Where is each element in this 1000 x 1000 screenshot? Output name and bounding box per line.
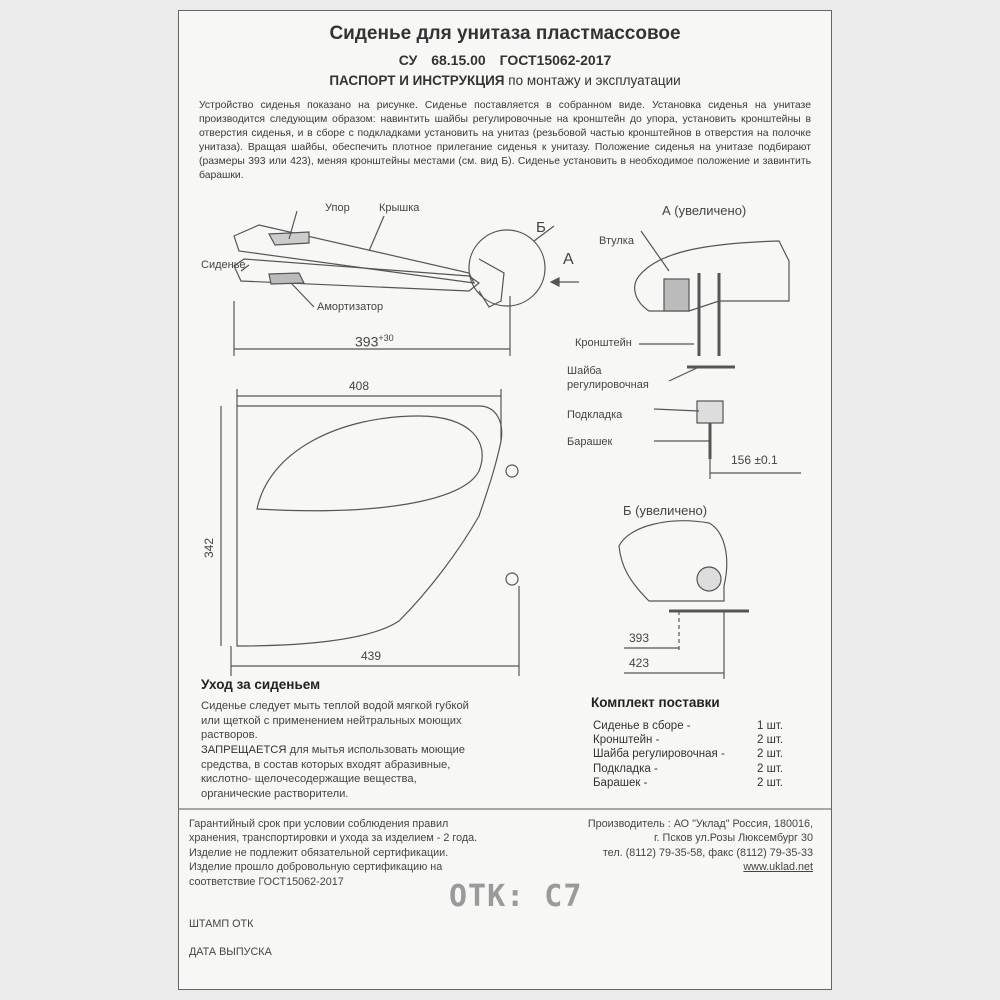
dim-423-b-label: 423 (629, 656, 650, 670)
care-forbidden (201, 743, 471, 801)
care-text: Сиденье следует мыть теплой водой мягкой губкой или щеткой с применением нейтральных моющих растворов. (201, 700, 469, 741)
vtulka-leader (641, 231, 669, 271)
warranty-line: Изделие не подлежит обязательной сертификации. (189, 846, 449, 859)
maker-line: тел. (8112) 79-35-58, факс (8112) 79-35-33 (602, 846, 813, 859)
kit-item (593, 733, 783, 747)
label-podkladka: Подкладка (567, 409, 623, 421)
warranty-line: Гарантийный срок при условии соблюдения правил (189, 818, 449, 830)
kit-item-qty: 2 шт. (756, 776, 783, 789)
kit-item-name: Барашек - (593, 776, 648, 789)
top-view-seat (237, 406, 502, 646)
detail-a-seat (635, 241, 789, 311)
forbidden-text: для мытья использовать моющие средства, в состав которых входят абразивные, кислотно- щелочесодержащие вещества, органические растворители. (201, 744, 465, 800)
label-shaiba-2: регулировочная (567, 379, 649, 391)
forbidden-word: ЗАПРЕЩАЕТСЯ (201, 744, 287, 756)
detail-a-pad (697, 401, 723, 423)
kit-item-qty: 2 шт. (756, 748, 783, 761)
maker-website: www.uklad.net (743, 861, 813, 874)
document-title: Сиденье для унитаза пластмассовое (329, 23, 681, 44)
subtitle-rest: по монтажу и эксплуатации (508, 73, 681, 88)
dim-156-label: 156 ±0.1 (731, 453, 778, 467)
kit-item (593, 762, 783, 776)
label-upor: Упор (325, 202, 350, 214)
otk-stamp: ОТК: С7 (449, 879, 583, 914)
kit-item-name: Подкладка - (593, 762, 658, 775)
label-sidenie: Сиденье (201, 259, 246, 271)
stamp-label: ШТАМП ОТК (189, 918, 254, 930)
view-a-mark: А (563, 251, 574, 268)
date-label: ДАТА ВЫПУСКА (189, 946, 272, 958)
warranty-line: соответствие ГОСТ15062-2017 (189, 875, 344, 888)
kit-item (593, 719, 783, 733)
kit-item-qty: 2 шт. (756, 734, 783, 747)
dim-393-value: 393 (355, 333, 379, 350)
label-barashek: Барашек (567, 436, 613, 448)
dim-393-label (355, 333, 394, 350)
kit-item (593, 776, 783, 790)
installation-instructions: Устройство сиденья показано на рисунке. Сиденье поставляется в собранном виде. Установка сиденья на унитазе производится следующим образом: навинтить шайбы регулировочные на кронштейн до упора, установить кронштейны в отверстия сиденья, и в сборе с подкладками установить на унитаз (резьбовой частью кронштейнов в отверстия на полочке унитаза). Вращая шайбы, обеспечить плотное прилегание сиденья к унитазу. Положение сиденья на унитазе подбирают (размеры 393 или 423), меняя кронштейны местами (см. вид Б). Сиденье установить в необходимое положение и завинтить барашки. (199, 100, 811, 181)
amort-leader (291, 283, 314, 307)
kit-item-qty: 1 шт. (756, 720, 783, 732)
kit-item (593, 747, 783, 761)
warranty-block (189, 817, 477, 889)
damper-part (269, 273, 304, 284)
podkladka-leader (654, 409, 699, 411)
kit-heading: Комплект поставки (591, 695, 720, 710)
warranty-line: хранения, транспортировки и ухода за изделием - 2 года. (189, 832, 478, 845)
hinge-part (479, 259, 504, 307)
detail-b-hinge (697, 567, 721, 591)
subtitle-bold: ПАСПОРТ И ИНСТРУКЦИЯ (329, 73, 505, 88)
hinge-hole-top (506, 465, 518, 477)
manufacturer-block (588, 817, 813, 875)
view-a-arrowhead (551, 278, 559, 286)
label-kronshtein: Кронштейн (575, 337, 632, 349)
view-b-mark: Б (536, 219, 546, 236)
care-heading: Уход за сиденьем (201, 677, 321, 692)
dim-393-b-label: 393 (629, 631, 650, 645)
kit-item-name: Кронштейн - (593, 734, 660, 747)
label-amortizator: Амортизатор (317, 301, 384, 313)
kryshka-leader (369, 216, 384, 251)
passport-sheet (178, 10, 832, 990)
model-number: СУ 68.15.00 ГОСТ15062-2017 (398, 52, 612, 68)
label-kryshka: Крышка (379, 202, 420, 214)
label-shaiba-1: Шайба (567, 365, 602, 377)
dim-342-label: 342 (202, 537, 217, 559)
detail-a-sleeve (664, 279, 689, 311)
hinge-hole-bottom (506, 573, 518, 585)
maker-line: г. Псков ул.Розы Люксембург 30 (653, 832, 813, 845)
kit-item-name: Сиденье в сборе - (593, 720, 691, 732)
warranty-line: Изделие прошло добровольную сертификацию на (189, 861, 443, 874)
detail-a-title: А (увеличено) (662, 203, 747, 218)
detail-b-circle (469, 230, 545, 306)
dim-393-tolerance: +30 (378, 333, 394, 343)
top-view-seat-opening (257, 416, 482, 511)
maker-line: Производитель : АО "Уклад" Россия, 180016, (587, 818, 813, 830)
dim-439-label: 439 (361, 649, 382, 663)
kit-item-name: Шайба регулировочная - (593, 748, 725, 761)
dim-408-label: 408 (349, 379, 370, 393)
label-vtulka: Втулка (599, 235, 634, 247)
detail-b-title: Б (увеличено) (623, 503, 708, 518)
kit-item-qty: 2 шт. (756, 762, 783, 775)
shaiba-leader (669, 367, 699, 381)
kit-list (593, 719, 783, 790)
